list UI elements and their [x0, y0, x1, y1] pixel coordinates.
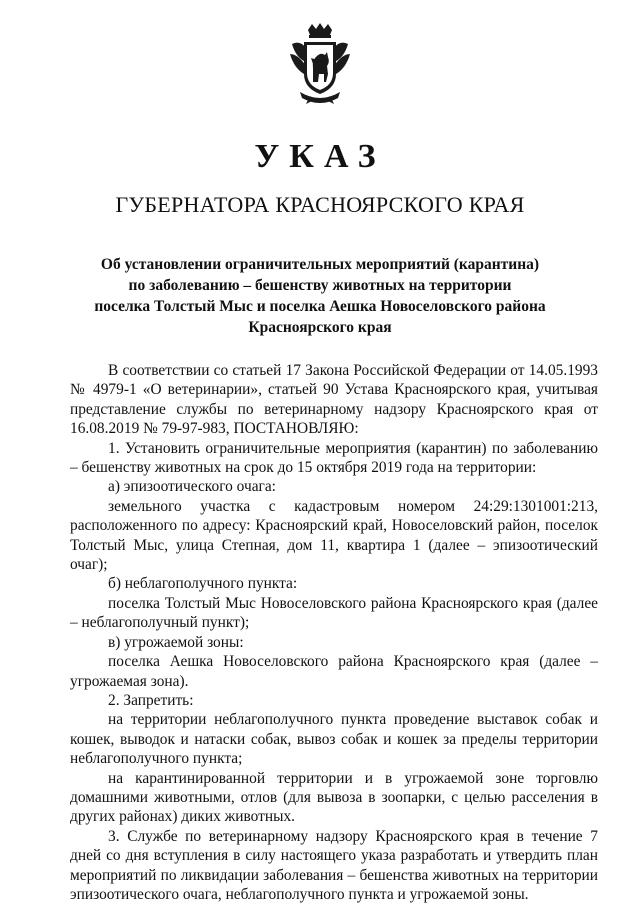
document-type-heading: УКАЗ: [254, 138, 386, 175]
item-1c-text: поселка Аешка Новоселовского района Красноярского края (далее – угрожаемая зона).: [70, 653, 598, 690]
item-1a-text: земельного участка с кадастровым номером 24:29:1301001:213, расположенного по адресу: Красноярский край, Новоселовский район, поселок Толстый Мыс, улица Степная, дом 11, квартира 1 (далее – эпизоотический очаг);: [70, 497, 598, 574]
item-1a-label: а) эпизоотического очага:: [108, 478, 276, 496]
item-1b-label: б) неблагополучного пункта:: [108, 575, 298, 593]
title-line: по заболеванию – бешенству животных на территории: [128, 277, 512, 294]
document-body: [70, 361, 598, 904]
item-1-paragraph: 1. Установить ограничительные мероприятия (карантин) по заболеванию – бешенству животных на срок до 15 октября 2019 года на территории:: [70, 439, 598, 477]
title-line: поселка Толстый Мыс и поселка Аешка Новоселовского района: [94, 298, 546, 315]
preamble-paragraph: В соответствии со статьей 17 Закона Российской Федерации от 14.05.1993 № 4979-1 «О ветеринарии», статьей 90 Устава Красноярского края, учитывая представление службы по ветеринарному надзору Красноярского края от 16.08.2019 № 79-97-983, ПОСТАНОВЛЯЮ:: [70, 362, 598, 438]
item-2-paragraph-1: на территории неблагополучного пункта проведение выставок собак и кошек, выводок и натаски собак, вывоз собак и кошек за пределы территории неблагополучного пункта;: [70, 711, 598, 768]
item-2-heading: 2. Запретить:: [108, 691, 194, 709]
item-1b-text: поселка Толстый Мыс Новоселовского района Красноярского края (далее – неблагополучный пункт);: [70, 594, 598, 632]
item-3-paragraph: 3. Службе по ветеринарному надзору Красноярского края в течение 7 дней со дня вступления в силу настоящего указа разработать и утвердить план мероприятий по ликвидации заболевания – бешенства животных на территории эпизоотического очага, неблагополучного пункта и угрожаемой зоны.: [70, 827, 598, 903]
issuer-heading: ГУБЕРНАТОРА КРАСНОЯРСКОГО КРАЯ: [115, 192, 525, 217]
title-line: Красноярского края: [248, 319, 392, 336]
document-title: [70, 254, 570, 338]
item-2-paragraph-2: на карантинированной территории и в угрожаемой зоне торговлю домашними животными, отлов (для вывоза в зоопарки, с целью расселения в других районах) диких животных.: [70, 769, 598, 826]
title-line: Об установлении ограничительных мероприятий (карантина): [100, 256, 540, 273]
item-1c-label: в) угрожаемой зоны:: [108, 633, 244, 651]
krasnoyarsk-coat-of-arms-emblem: [286, 22, 354, 106]
